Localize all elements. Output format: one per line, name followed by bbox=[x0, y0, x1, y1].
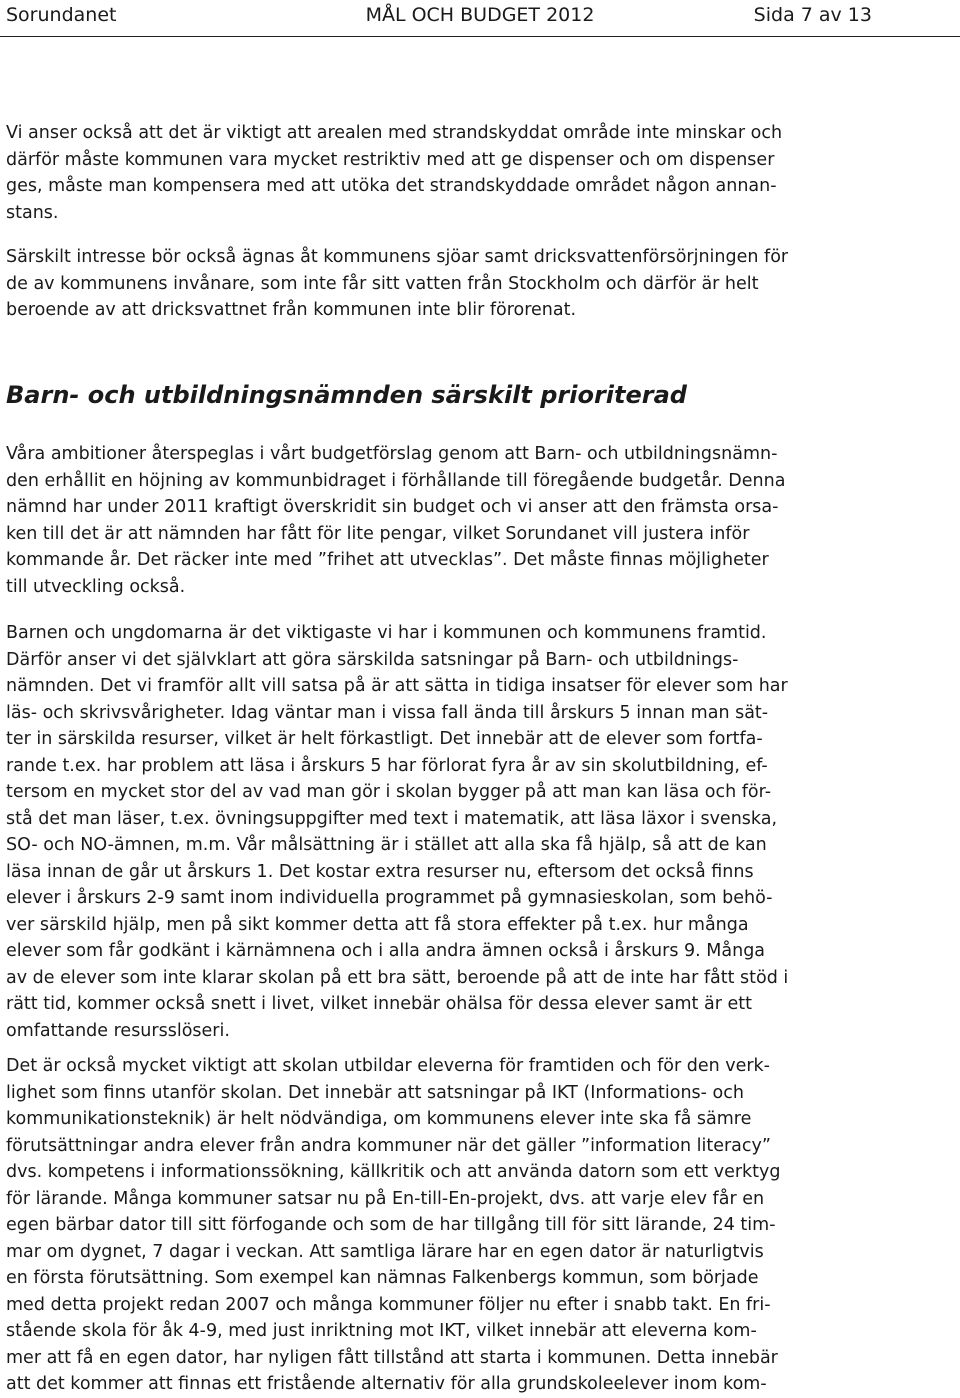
text-line: den erhållit en höjning av kommunbidraget i förhållande till föregående budgetår. Denna bbox=[6, 470, 786, 491]
text-line: en första förutsättning. Som exempel kan nämnas Falkenbergs kommun, som började bbox=[6, 1268, 759, 1288]
text-line: de av kommunens invånare, som inte får sitt vatten från Stockholm och därför är helt bbox=[6, 273, 759, 294]
paragraph-ambitioner bbox=[6, 441, 950, 600]
text-line: stå det man läser, t.ex. övningsuppgifter med text i matematik, att läsa läxor i svenska, bbox=[6, 808, 778, 829]
text-line: Våra ambitioner återspeglas i vårt budgetförslag genom att Barn- och utbildningsnämn- bbox=[6, 444, 778, 464]
text-line: beroende av att dricksvattnet från kommunen inte blir förorenat. bbox=[6, 300, 577, 320]
text-line: nämnden. Det vi framför allt vill satsa på är att sätta in tidiga insatser för elever som har bbox=[6, 676, 788, 696]
text-line: rätt tid, kommer också snett i livet, vilket innebär ohälsa för dessa elever samt är ett bbox=[6, 994, 752, 1014]
text-line: för lärande. Många kommuner satsar nu på En-till-En-projekt, dvs. att varje elev får en bbox=[6, 1188, 765, 1209]
text-line: mar om dygnet, 7 dagar i veckan. Att samtliga lärare har en egen dator är naturligtvis bbox=[6, 1241, 764, 1262]
text-line: läs- och skrivsvårigheter. Idag väntar man i vissa fall ända till årskurs 5 innan man sät- bbox=[6, 702, 769, 723]
header-document-title: MÅL OCH BUDGET 2012 bbox=[365, 4, 595, 26]
text-line: elever i årskurs 2-9 samt inom individuella programmet på gymnasieskolan, som behö- bbox=[6, 888, 773, 908]
text-line: kommande år. Det räcker inte med ”frihet att utvecklas”. Det måste finnas möjligheter bbox=[6, 550, 769, 570]
text-line: Särskilt intresse bör också ägnas åt kommunens sjöar samt dricksvattenförsörjningen för bbox=[6, 247, 789, 267]
text-line: stans. bbox=[6, 202, 59, 223]
text-line: Barnen och ungdomarna är det viktigaste vi har i kommunen och kommunens framtid. bbox=[6, 623, 767, 643]
text-line: Det är också mycket viktigt att skolan utbildar eleverna för framtiden och för den verk- bbox=[6, 1056, 771, 1076]
text-line: med detta projekt redan 2007 och många kommuner följer nu efter i snabb takt. En fri- bbox=[6, 1294, 771, 1315]
text-line: stående skola för åk 4-9, med just inriktning mot IKT, vilket innebär att eleverna kom- bbox=[6, 1321, 757, 1341]
text-line: ter in särskilda resurser, vilket är helt förkastligt. Det innebär att de elever som fortfa- bbox=[6, 729, 763, 749]
text-line: därför måste kommunen vara mycket restriktiv med att ge dispenser och om dispenser bbox=[6, 149, 775, 170]
paragraph-strandskydd bbox=[6, 120, 950, 226]
text-line: elever som får godkänt i kärnämnena och i alla andra ämnen också i årskurs 9. Många bbox=[6, 941, 766, 961]
text-line: att det kommer att finnas ett fristående alternativ för alla grundskoleelever inom kom- bbox=[6, 1374, 767, 1394]
text-line: egen bärbar dator till sitt förfogande och som de har tillgång till för sitt lärande, 24 tim- bbox=[6, 1215, 776, 1235]
text-line: SO- och NO-ämnen, m.m. Vår målsättning är i stället att alla ska få hjälp, så att de kan bbox=[6, 835, 767, 855]
paragraph-dricksvatten bbox=[6, 244, 950, 324]
section-heading: Barn- och utbildningsnämnden särskilt prioriterad bbox=[6, 381, 687, 409]
paragraph-ikt bbox=[6, 1053, 950, 1398]
text-line: lighet som finns utanför skolan. Det innebär att satsningar på IKT (Informations- och bbox=[6, 1082, 744, 1103]
text-line: förutsättningar andra elever från andra kommuner när det gäller ”information literacy” bbox=[6, 1135, 771, 1156]
header-page-number: Sida 7 av 13 bbox=[753, 4, 872, 26]
text-line: kommunikationsteknik) är helt nödvändiga, om kommunens elever inte ska få sämre bbox=[6, 1109, 752, 1129]
text-line: ver särskild hjälp, men på sikt kommer detta att få stora effekter på t.ex. hur många bbox=[6, 914, 749, 935]
text-line: av de elever som inte klarar skolan på ett bra sätt, beroende på att de inte har fått stöd i bbox=[6, 967, 789, 988]
text-line: nämnd har under 2011 kraftigt överskridit sin budget och vi anser att den främsta orsa- bbox=[6, 497, 779, 517]
paragraph-barnen bbox=[6, 620, 950, 1044]
text-line: Därför anser vi det självklart att göra särskilda satsningar på Barn- och utbildnings- bbox=[6, 649, 739, 670]
page-header bbox=[0, 0, 960, 37]
text-line: läsa innan de går ut årskurs 1. Det kostar extra resurser nu, eftersom det också finns bbox=[6, 861, 754, 882]
header-organization: Sorundanet bbox=[6, 4, 117, 26]
text-line: ken till det är att nämnden har fått för lite pengar, vilket Sorundanet vill justera inför bbox=[6, 523, 750, 544]
text-line: mer att få en egen dator, har nyligen fått tillstånd att starta i kommunen. Detta innebär bbox=[6, 1347, 778, 1368]
text-line: till utveckling också. bbox=[6, 576, 186, 597]
text-line: rande t.ex. har problem att läsa i årskurs 5 har förlorat fyra år av sin skolutbildning, ef- bbox=[6, 755, 768, 776]
text-line: Vi anser också att det är viktigt att arealen med strandskyddat område inte minskar och bbox=[6, 123, 783, 143]
text-line: ges, måste man kompensera med att utöka det strandskyddade området någon annan- bbox=[6, 176, 777, 196]
text-line: tersom en mycket stor del av vad man gör i skolan bygger på att man kan läsa och för- bbox=[6, 782, 772, 802]
text-line: omfattande resursslöseri. bbox=[6, 1020, 230, 1041]
text-line: dvs. kompetens i informationssökning, källkritik och att använda datorn som ett verktyg bbox=[6, 1162, 781, 1182]
